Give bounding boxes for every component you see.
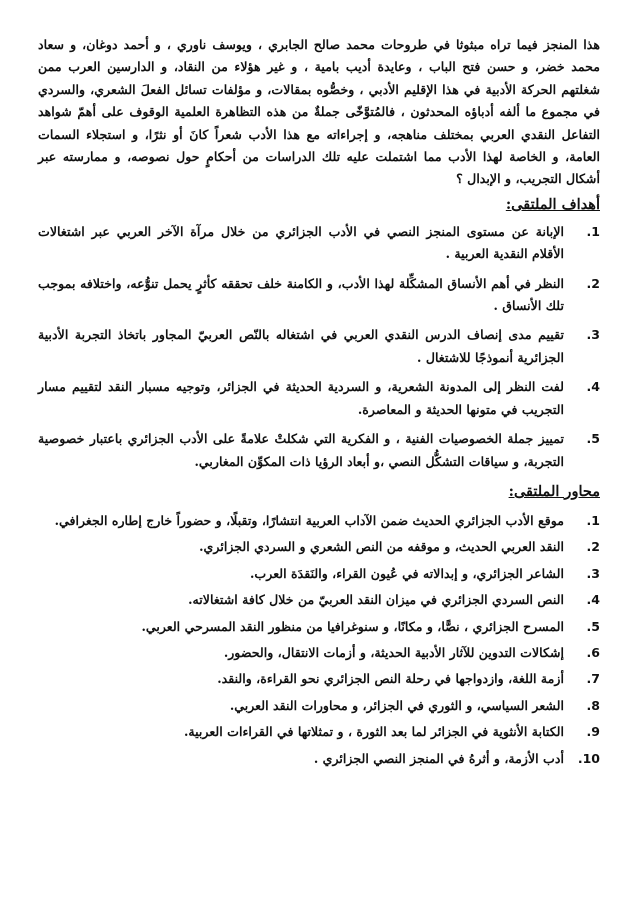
axis-item (38, 614, 600, 640)
axis-number: 4. (586, 592, 600, 608)
goal-item (38, 428, 600, 473)
axis-number: 2. (586, 539, 600, 555)
goal-text: لفت النظر إلى المدونة الشعرية، و السردية الحديثة في الجزائر، وتوجيه مسبار النقد لتقييم مسار التجريب في متونها الحديثة و المعاصرة. (38, 379, 564, 417)
axis-text: النقد العربي الحديث، و موقفه من النص الشعري و السردي الجزائري. (199, 539, 564, 555)
axis-number: 6. (586, 644, 600, 660)
axis-text: الكتابة الأنثوية في الجزائر لما بعد الثورة ، و تمثلاتها في القراءات العربية. (183, 724, 564, 740)
axis-text: الشاعر الجزائري، و إبدالاته في عُيون القراء، والنَقدَة العرب. (250, 565, 564, 581)
axis-number: 10. (577, 750, 600, 766)
goal-text: تقييم مدى إنصاف الدرس النقدي العربي في اشتغاله بالنّص العربيّ المجاور باتخاذ التجربة الأدبية الجزائرية أنموذجًا للاشتغال . (38, 327, 564, 365)
goal-item (38, 324, 600, 369)
axis-number: 7. (586, 671, 600, 687)
axis-item (38, 719, 600, 745)
axis-item (38, 693, 600, 719)
goal-item (38, 221, 600, 266)
goals-list (38, 221, 600, 473)
axis-number: 8. (586, 697, 600, 713)
axis-number: 1. (586, 512, 600, 528)
axis-item (38, 534, 600, 560)
goal-number: 1. (586, 223, 600, 239)
goal-text: النظر في أهم الأنساق المشكِّلة لهذا الأدب، و الكامنة خلف تحققه كأثرٍ يحمل تنوُّعه، واختلافه بموجب تلك الأنساق . (38, 275, 564, 314)
axis-item (38, 640, 600, 666)
goal-text: الإبانة عن مستوى المنجز النصي في الأدب الجزائري من خلال مرآة الآخر العربي عبر اشتغالات الأقلام النقدية العربية . (38, 223, 564, 262)
axis-item (38, 666, 600, 692)
axis-item (38, 508, 600, 534)
goal-text: تمييز جملة الخصوصيات الفنية ، و الفكرية التي شكلتْ علامةً على الأدب الجزائري باعتبار خصوصية التجربة، و سياقات التشكُّل النصي ،و أبعاد الرؤيا ذات المكوِّن المغاربي. (38, 431, 564, 469)
axis-text: المسرح الجزائري ، نصًّا، و مكانًا، و سنوغرافيا من منظور النقد المسرحي العربي. (141, 618, 564, 634)
axis-number: 3. (586, 565, 600, 581)
axis-item (38, 746, 600, 772)
goal-number: 5. (586, 431, 600, 447)
goal-number: 4. (586, 379, 600, 395)
axis-text: أدب الأزمة، و أثرهُ في المنجز النصي الجزائري . (313, 750, 564, 766)
axis-item (38, 587, 600, 613)
axis-text: موقع الأدب الجزائري الحديث ضمن الآداب العربية انتشارًا، وتقبلًا، و حضوراً خارج إطاره الجغرافي. (54, 512, 564, 528)
axis-text: الشعر السياسي، و الثوري في الجزائر، و محاورات النقد العربي. (229, 697, 564, 713)
goals-heading: أهداف الملتقى: (505, 195, 600, 213)
goal-number: 3. (586, 327, 600, 343)
goal-number: 2. (586, 275, 600, 291)
axis-text: النص السردي الجزائري في ميزان النقد العربيّ من خلال كافة اشتغالاته. (188, 592, 564, 608)
axis-text: إشكالات التدوين للآثار الأدبية الحديثة، و أزمات الانتقال، والحضور. (223, 644, 564, 660)
axes-list (38, 508, 600, 772)
axis-item (38, 561, 600, 587)
intro-paragraph: هذا المنجز فيما تراه مبثوثا في طروحات محمد صالح الجابري ، ويوسف ناوري ، و أحمد دوغان، و سعاد محمد خضر، و حسن فتح الباب ، وعايدة أديب بامية ، و غير هؤلاء من النقاد، و الدارسين العرب ممن شغلتهم الحركة الأدبية في هذا الإقليم الأدبي ، وخصُّوه بمقالات، و مؤلفات تسائل الفعلَ الشعري، والسردي في مجموع ما ألفه أدباؤه المحدثون ، فالمُتوَّخّى جملةٌ من هذه التظاهرة العلمية الوقوف على أهمّ شواهد التفاعل النقدي العربي بمختلف مناهجه، و إجراءاته مع هذا الأدب شعراً كانَ أو نثرًا، و استجلاء السمات العامة، و الخاصة لهذا الأدب مما اشتملت عليه تلك الدراسات من أحكامٍ حول نصوصه، و ممارسته عبر أشكال التجريب، و الإبدال ؟ (38, 37, 600, 187)
goal-item (38, 376, 600, 421)
axis-number: 5. (586, 618, 600, 634)
axes-heading: محاور الملتقى: (508, 482, 600, 500)
goal-item (38, 273, 600, 318)
axis-text: أزمة اللغة، وازدواجها في رحلة النص الجزائري نحو القراءة، والنقد. (217, 671, 564, 687)
axis-number: 9. (586, 724, 600, 740)
